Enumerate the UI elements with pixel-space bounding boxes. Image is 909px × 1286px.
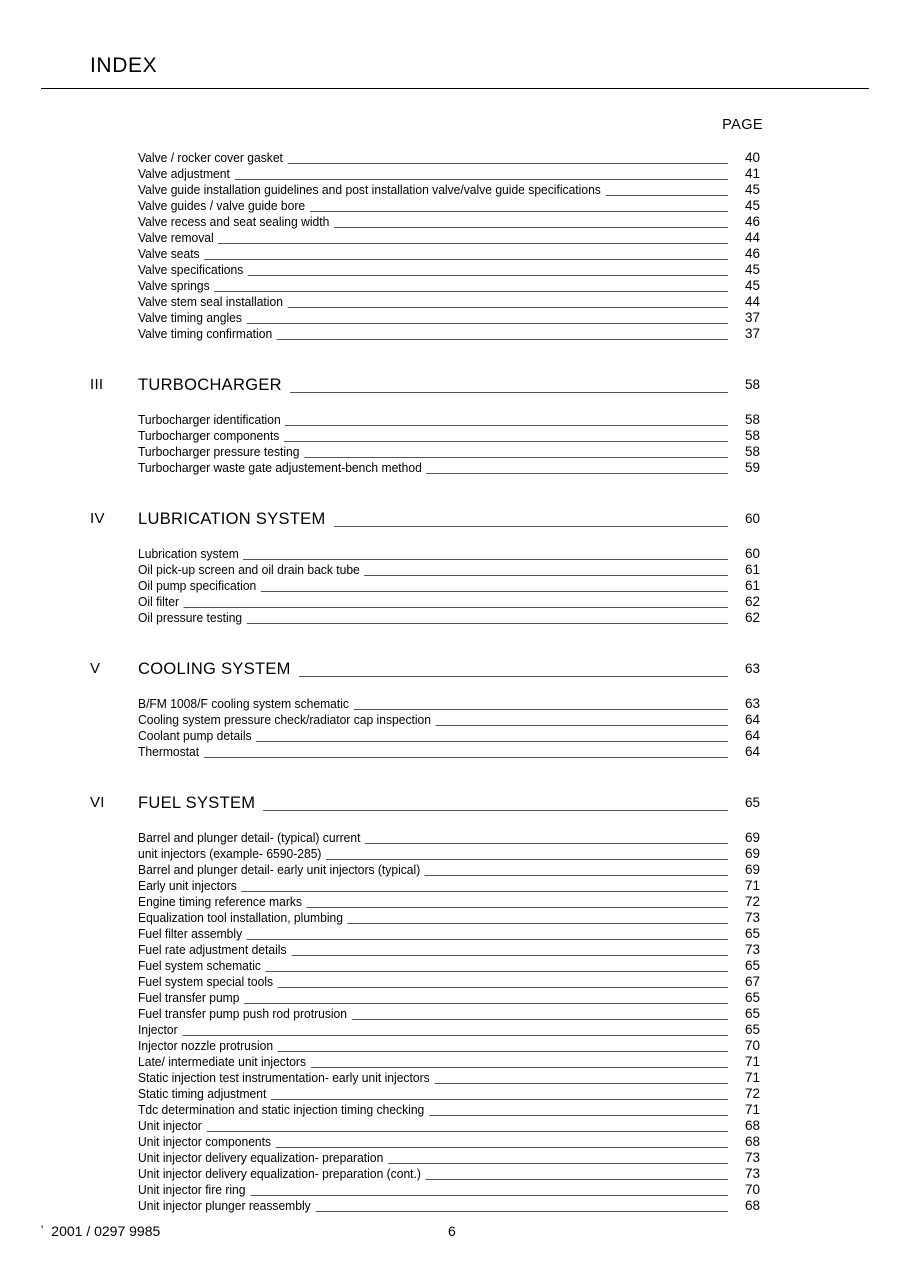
index-entry[interactable] (0, 278, 909, 294)
section-page-number: 63 (745, 661, 761, 676)
index-entry-label: Oil pick-up screen and oil drain back tube (138, 562, 364, 578)
index-entry-page-number: 67 (745, 974, 761, 989)
index-entry[interactable] (0, 974, 909, 990)
index-entry-label: unit injectors (example- 6590-285) (138, 846, 326, 862)
index-entry-page-number: 63 (745, 696, 761, 711)
section-title: LUBRICATION SYSTEM (138, 506, 334, 532)
index-entry-page-number: 58 (745, 412, 761, 427)
index-entry-page-number: 70 (745, 1038, 761, 1053)
index-entry-label: Fuel system schematic (138, 958, 266, 974)
index-entry-page-number: 41 (745, 166, 761, 181)
index-entry-page-number: 45 (745, 278, 761, 293)
index-entry-page-number: 65 (745, 926, 761, 941)
footer-code-text: 2001 / 0297 9985 (51, 1223, 161, 1239)
header-divider (41, 88, 869, 89)
leader-line (138, 259, 728, 260)
index-entry-page-number: 65 (745, 958, 761, 973)
index-entry[interactable] (0, 610, 909, 626)
index-entry[interactable] (0, 578, 909, 594)
block-spacer (0, 476, 909, 506)
index-entry-page-number: 71 (745, 1102, 761, 1117)
index-entry[interactable] (0, 878, 909, 894)
index-entry-page-number: 62 (745, 610, 761, 625)
index-entry[interactable] (0, 166, 909, 182)
index-entry-page-number: 46 (745, 214, 761, 229)
index-entry-page-number: 71 (745, 1054, 761, 1069)
section-numeral: VI (90, 794, 105, 811)
index-section (0, 372, 909, 476)
index-entry-page-number: 65 (745, 1006, 761, 1021)
index-entry[interactable] (0, 910, 909, 926)
index-entry-page-number: 37 (745, 310, 761, 325)
index-entry-page-number: 44 (745, 230, 761, 245)
index-entry[interactable] (0, 594, 909, 610)
page-title: INDEX (90, 54, 158, 77)
index-entry-page-number: 73 (745, 1166, 761, 1181)
index-entry-list (0, 150, 909, 342)
section-numeral: V (90, 660, 101, 677)
section-spacer (0, 532, 909, 546)
index-entry-page-number: 40 (745, 150, 761, 165)
index-entry-page-number: 73 (745, 1150, 761, 1165)
index-entry[interactable] (0, 1038, 909, 1054)
index-entry-page-number: 62 (745, 594, 761, 609)
index-entry-page-number: 64 (745, 744, 761, 759)
section-title: TURBOCHARGER (138, 372, 290, 398)
index-entry-label: Engine timing reference marks (138, 894, 307, 910)
index-entry-label: Static timing adjustment (138, 1086, 271, 1102)
index-entry[interactable] (0, 1198, 909, 1214)
index-entry-page-number: 45 (745, 182, 761, 197)
index-entry-label: Fuel transfer pump push rod protrusion (138, 1006, 352, 1022)
index-entry-page-number: 37 (745, 326, 761, 341)
index-entry[interactable] (0, 246, 909, 262)
index-entry[interactable] (0, 182, 909, 198)
index-entry-list (0, 696, 909, 760)
page-footer (0, 1223, 909, 1247)
section-numeral: III (90, 376, 104, 393)
index-entry[interactable] (0, 444, 909, 460)
index-entry-page-number: 61 (745, 578, 761, 593)
index-entry-page-number: 73 (745, 910, 761, 925)
index-entry[interactable] (0, 1054, 909, 1070)
block-spacer (0, 760, 909, 790)
index-entry[interactable] (0, 1086, 909, 1102)
index-entry-label: Valve seats (138, 246, 204, 262)
index-entry-label: Unit injector (138, 1118, 206, 1134)
index-entry[interactable] (0, 894, 909, 910)
index-entry-page-number: 64 (745, 712, 761, 727)
index-entry-page-number: 72 (745, 1086, 761, 1101)
index-entry-label: Thermostat (138, 744, 204, 760)
index-section (0, 790, 909, 1214)
index-entry-page-number: 69 (745, 830, 761, 845)
index-entry-label: Coolant pump details (138, 728, 256, 744)
index-entry[interactable] (0, 958, 909, 974)
index-entry[interactable] (0, 214, 909, 230)
index-entry-label: Turbocharger identification (138, 412, 285, 428)
index-entry[interactable] (0, 712, 909, 728)
index-entry-label: Valve removal (138, 230, 218, 246)
index-entry-page-number: 64 (745, 728, 761, 743)
index-entry-label: Injector (138, 1022, 182, 1038)
index-entry-label: Oil pressure testing (138, 610, 247, 626)
index-entry-label: B/FM 1008/F cooling system schematic (138, 696, 354, 712)
section-heading[interactable] (0, 506, 909, 532)
index-entry[interactable] (0, 562, 909, 578)
index-entry[interactable] (0, 1182, 909, 1198)
index-entry-label: Tdc determination and static injection timing checking (138, 1102, 429, 1118)
index-entry[interactable] (0, 150, 909, 166)
section-spacer (0, 816, 909, 830)
section-heading[interactable] (0, 790, 909, 816)
leader-line (138, 291, 728, 292)
index-entry-label: Unit injector fire ring (138, 1182, 250, 1198)
index-entry[interactable] (0, 1022, 909, 1038)
index-entry[interactable] (0, 1166, 909, 1182)
index-entry-label: Barrel and plunger detail- early unit injectors (typical) (138, 862, 425, 878)
section-title: COOLING SYSTEM (138, 656, 299, 682)
index-entry[interactable] (0, 310, 909, 326)
index-entry-label: Valve springs (138, 278, 214, 294)
footer-mark-icon: ' (41, 1223, 44, 1237)
section-heading[interactable] (0, 372, 909, 398)
index-entry[interactable] (0, 198, 909, 214)
index-entry-label: Oil filter (138, 594, 184, 610)
index-content (0, 150, 909, 1214)
section-page-number: 65 (745, 795, 761, 810)
index-entry-label: Lubrication system (138, 546, 243, 562)
index-entry[interactable] (0, 862, 909, 878)
leader-line (138, 1131, 728, 1132)
index-entry-label: Fuel transfer pump (138, 990, 244, 1006)
index-entry-list (0, 546, 909, 626)
index-entry-page-number: 73 (745, 942, 761, 957)
index-entry[interactable] (0, 1070, 909, 1086)
index-entry-list (0, 830, 909, 1214)
section-spacer (0, 398, 909, 412)
index-entry[interactable] (0, 412, 909, 428)
block-spacer (0, 342, 909, 372)
section-page-number: 58 (745, 377, 761, 392)
index-entry-label: Valve adjustment (138, 166, 235, 182)
index-entry-label: Unit injector plunger reassembly (138, 1198, 315, 1214)
index-entry[interactable] (0, 262, 909, 278)
index-entry-label: Valve timing angles (138, 310, 247, 326)
index-entry-page-number: 58 (745, 444, 761, 459)
index-entry-page-number: 69 (745, 862, 761, 877)
index-entry[interactable] (0, 546, 909, 562)
index-entry-page-number: 71 (745, 1070, 761, 1085)
index-entry-label: Valve stem seal installation (138, 294, 288, 310)
index-entry-page-number: 69 (745, 846, 761, 861)
section-spacer (0, 682, 909, 696)
index-entry-label: Valve timing confirmation (138, 326, 277, 342)
index-entry-page-number: 59 (745, 460, 761, 475)
index-entry[interactable] (0, 294, 909, 310)
index-entry[interactable] (0, 942, 909, 958)
index-entry-label: Turbocharger waste gate adjustement-bench method (138, 460, 426, 476)
leader-line (138, 607, 728, 608)
index-entry-label: Valve recess and seat sealing width (138, 214, 334, 230)
index-entry-label: Turbocharger pressure testing (138, 444, 304, 460)
index-entry-label: Cooling system pressure check/radiator cap inspection (138, 712, 436, 728)
index-entry[interactable] (0, 1134, 909, 1150)
index-entry-label: Unit injector delivery equalization- preparation (cont.) (138, 1166, 426, 1182)
index-entry-label: Equalization tool installation, plumbing (138, 910, 348, 926)
index-entry-page-number: 60 (745, 546, 761, 561)
index-entry-label: Early unit injectors (138, 878, 241, 894)
index-entry-page-number: 45 (745, 198, 761, 213)
index-entry[interactable] (0, 1102, 909, 1118)
index-entry-label: Barrel and plunger detail- (typical) current (138, 830, 365, 846)
index-entry-label: Fuel filter assembly (138, 926, 247, 942)
index-entry-label: Unit injector components (138, 1134, 276, 1150)
index-entry[interactable] (0, 428, 909, 444)
index-entry-label: Late/ intermediate unit injectors (138, 1054, 311, 1070)
index-entry-label: Valve / rocker cover gasket (138, 150, 288, 166)
index-entry-page-number: 61 (745, 562, 761, 577)
index-entry-label: Unit injector delivery equalization- preparation (138, 1150, 388, 1166)
index-entry[interactable] (0, 990, 909, 1006)
index-entry-page-number: 58 (745, 428, 761, 443)
index-entry[interactable] (0, 460, 909, 476)
index-entry-page-number: 71 (745, 878, 761, 893)
index-entry[interactable] (0, 326, 909, 342)
index-entry-label: Fuel system special tools (138, 974, 278, 990)
index-entry-page-number: 44 (745, 294, 761, 309)
index-entry[interactable] (0, 696, 909, 712)
index-entry-label: Oil pump specification (138, 578, 261, 594)
leader-line (138, 243, 728, 244)
index-entry-list (0, 412, 909, 476)
section-title: FUEL SYSTEM (138, 790, 263, 816)
index-entry-page-number: 68 (745, 1198, 761, 1213)
section-page-number: 60 (745, 511, 761, 526)
index-entry-label: Injector nozzle protrusion (138, 1038, 278, 1054)
footer-page-number: 6 (448, 1223, 456, 1239)
index-entry[interactable] (0, 926, 909, 942)
footer-document-code (41, 1223, 160, 1239)
section-numeral: IV (90, 510, 105, 527)
leader-line (138, 1035, 728, 1036)
index-entry-page-number: 65 (745, 990, 761, 1005)
index-section (0, 150, 909, 342)
index-entry-page-number: 45 (745, 262, 761, 277)
index-entry[interactable] (0, 1118, 909, 1134)
index-entry-label: Valve guides / valve guide bore (138, 198, 310, 214)
index-entry-label: Turbocharger components (138, 428, 284, 444)
index-entry[interactable] (0, 846, 909, 862)
index-entry-label: Valve specifications (138, 262, 248, 278)
index-entry-label: Fuel rate adjustment details (138, 942, 291, 958)
section-heading[interactable] (0, 656, 909, 682)
index-entry-page-number: 65 (745, 1022, 761, 1037)
index-entry[interactable] (0, 1150, 909, 1166)
index-entry[interactable] (0, 744, 909, 760)
index-section (0, 656, 909, 760)
index-entry-page-number: 46 (745, 246, 761, 261)
index-entry-page-number: 70 (745, 1182, 761, 1197)
index-entry-label: Valve guide installation guidelines and post installation valve/valve guide specifications (138, 182, 605, 198)
leader-line (138, 757, 728, 758)
page-column-header: PAGE (722, 117, 763, 133)
index-entry[interactable] (0, 230, 909, 246)
block-spacer (0, 626, 909, 656)
index-entry[interactable] (0, 830, 909, 846)
index-entry-label: Static injection test instrumentation- early unit injectors (138, 1070, 434, 1086)
index-entry[interactable] (0, 1006, 909, 1022)
index-section (0, 506, 909, 626)
index-entry-page-number: 72 (745, 894, 761, 909)
index-entry[interactable] (0, 728, 909, 744)
index-entry-page-number: 68 (745, 1134, 761, 1149)
index-entry-page-number: 68 (745, 1118, 761, 1133)
